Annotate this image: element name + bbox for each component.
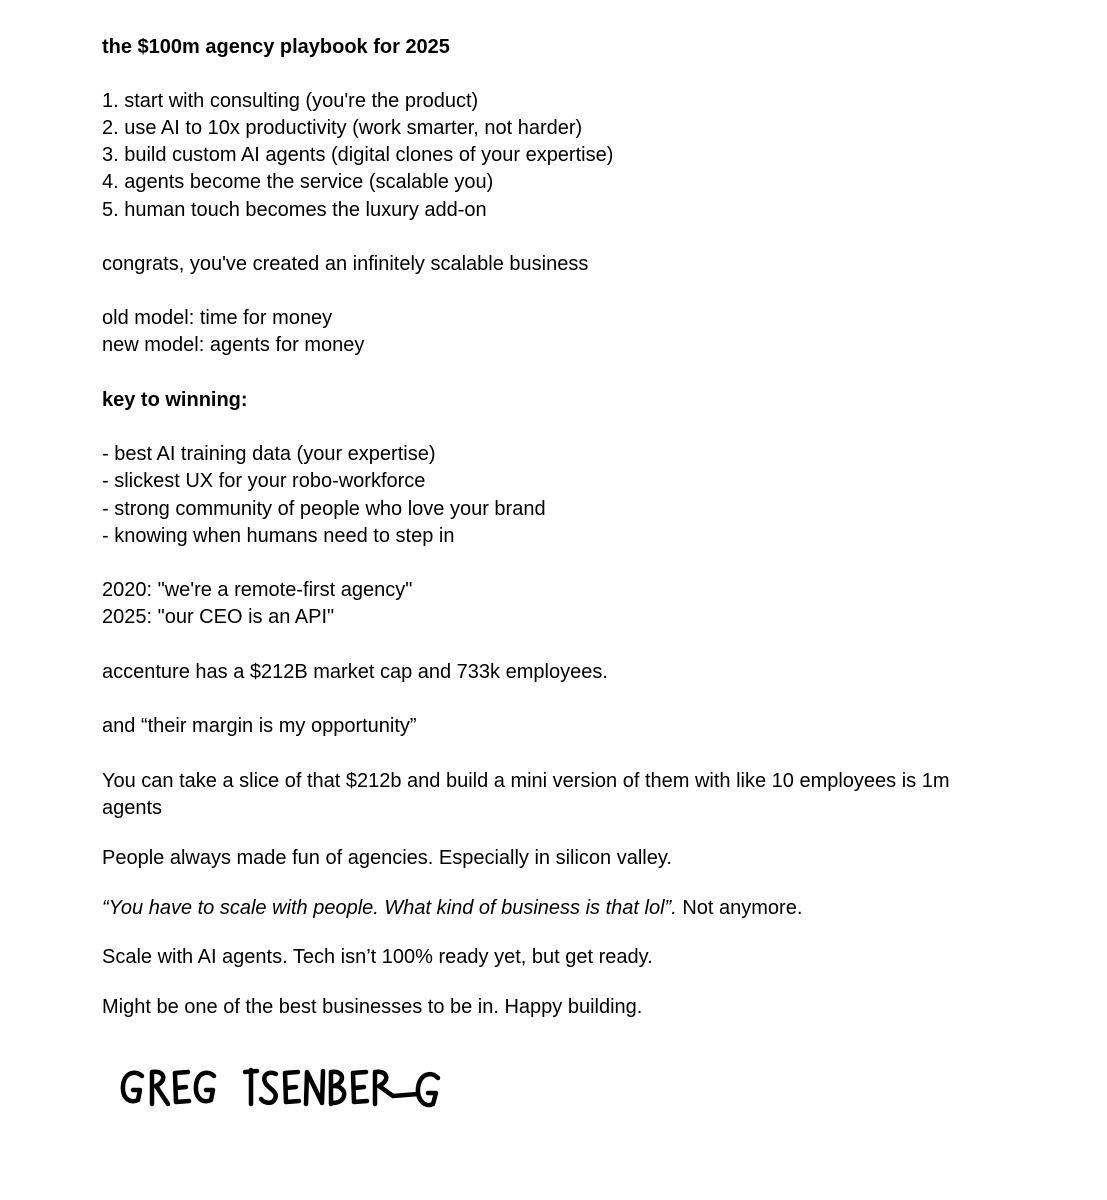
congrats-text: congrats, you've created an infinitely scalable business — [102, 253, 589, 275]
not-anymore-text: Not anymore. — [676, 897, 803, 919]
scale-quote: “You have to scale with people. What kind of business is that lol”. — [102, 897, 677, 919]
slice-paragraph: You can take a slice of that $212b and build a mini version of them with like 10 employees is 1m agents — [102, 770, 950, 819]
key-heading: key to winning: — [102, 389, 248, 411]
old-model-text: old model: time for money — [102, 307, 333, 329]
quote-2020: 2020: "we're a remote-first agency" — [102, 579, 413, 601]
document-title: the $100m agency playbook for 2025 — [102, 36, 450, 58]
quote-2025: 2025: "our CEO is an API" — [102, 606, 335, 628]
step-4: 4. agents become the service (scalable you) — [102, 171, 494, 193]
margin-text: and “their margin is my opportunity” — [102, 715, 417, 737]
step-2: 2. use AI to 10x productivity (work smarter, not harder) — [102, 117, 583, 139]
key-item-4: - knowing when humans need to step in — [102, 525, 455, 547]
best-business-text: Might be one of the best businesses to be in. Happy building. — [102, 996, 643, 1018]
scale-ai-text: Scale with AI agents. Tech isn’t 100% ready yet, but get ready. — [102, 946, 653, 968]
fun-text: People always made fun of agencies. Especially in silicon valley. — [102, 847, 672, 869]
scale-quote-paragraph — [102, 895, 802, 922]
new-model-text: new model: agents for money — [102, 334, 365, 356]
step-1: 1. start with consulting (you're the product) — [102, 90, 479, 112]
key-item-2: - slickest UX for your robo-workforce — [102, 470, 426, 492]
key-item-3: - strong community of people who love your brand — [102, 498, 546, 520]
accenture-text: accenture has a $212B market cap and 733k employees. — [102, 661, 608, 683]
signature-image — [118, 1058, 448, 1118]
step-3: 3. build custom AI agents (digital clones of your expertise) — [102, 144, 614, 166]
step-5: 5. human touch becomes the luxury add-on — [102, 199, 487, 221]
key-item-1: - best AI training data (your expertise) — [102, 443, 436, 465]
